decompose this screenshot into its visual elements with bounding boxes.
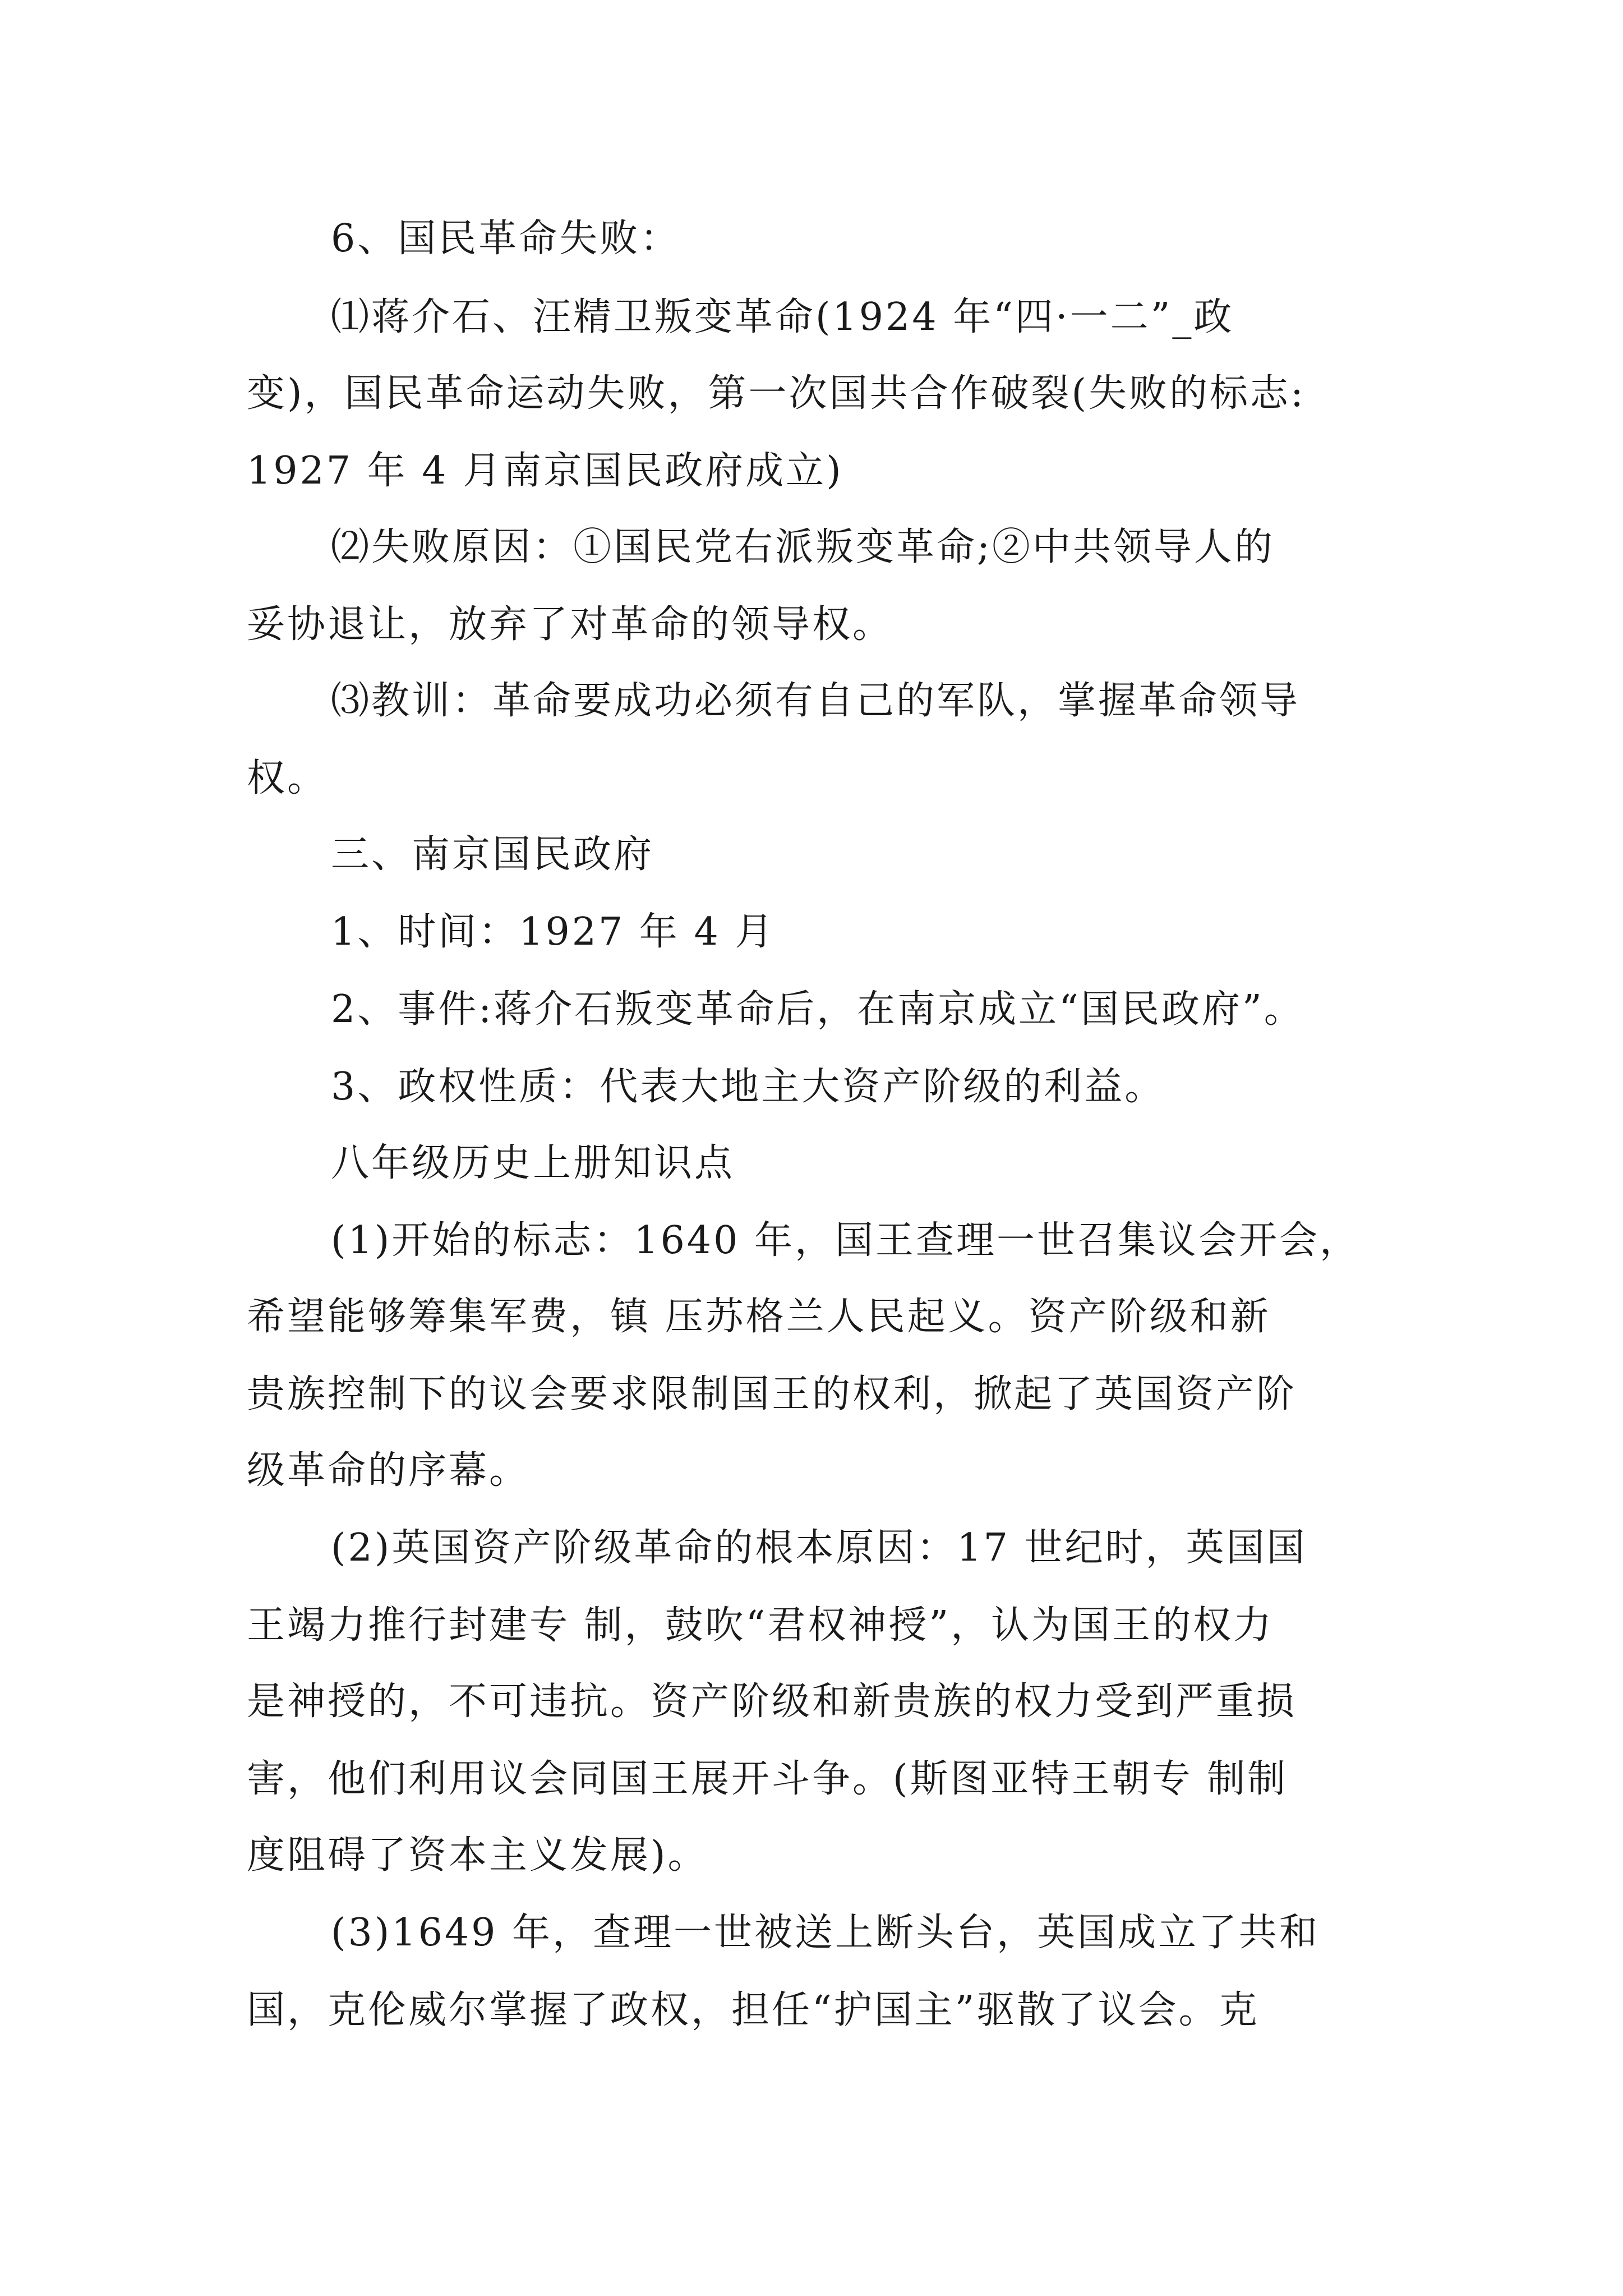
paragraph-line: (3)1649 年，查理一世被送上断头台，英国成立了共和 <box>331 1911 1320 1955</box>
paragraph-line: 变)，国民革命运动失败，第一次国共合作破裂(失败的标志: <box>247 371 1306 416</box>
paragraph-line: ⑴蒋介石、汪精卫叛变革命(1924 年“四·一二”_政 <box>331 295 1234 339</box>
section-heading: 6、国民革命失败： <box>331 217 681 261</box>
paragraph-line: 国，克伦威尔掌握了政权，担任“护国主”驱散了议会。克 <box>247 1988 1260 2032</box>
section-heading: 八年级历史上册知识点 <box>331 1141 735 1185</box>
paragraph-line: ⑵失败原因：①国民党右派叛变革命;②中共领导人的 <box>331 525 1275 569</box>
paragraph-line: 是神授的，不可违抗。资产阶级和新贵族的权力受到严重损 <box>247 1680 1297 1724</box>
paragraph-line: 级革命的序幕。 <box>247 1448 530 1493</box>
paragraph-line: 妥协退让，放弃了对革命的领导权。 <box>247 602 893 647</box>
paragraph-line: 贵族控制下的议会要求限制国王的权利，掀起了英国资产阶 <box>247 1372 1297 1416</box>
paragraph-line: (1)开始的标志：1640 年，国王查理一世召集议会开会， <box>331 1218 1360 1263</box>
paragraph-line: 害，他们利用议会同国王展开斗争。(斯图亚特王朝专 制制 <box>247 1757 1288 1801</box>
paragraph-line: (2)英国资产阶级革命的根本原因：17 世纪时，英国国 <box>331 1526 1307 1570</box>
paragraph-line: 3、政权性质：代表大地主大资产阶级的利益。 <box>331 1065 1165 1109</box>
paragraph-line: 权。 <box>247 756 328 800</box>
paragraph-line: 1927 年 4 月南京国民政府成立) <box>247 449 843 493</box>
paragraph-line: 度阻碍了资本主义发展)。 <box>247 1833 708 1878</box>
paragraph-line: 希望能够筹集军费，镇 压苏格兰人民起义。资产阶级和新 <box>247 1295 1271 1339</box>
section-heading: 三、南京国民政府 <box>331 832 654 877</box>
paragraph-line: 王竭力推行封建专 制，鼓吹“君权神授”，认为国王的权力 <box>247 1603 1274 1648</box>
paragraph-line: 2、事件:蒋介石叛变革命后，在南京成立“国民政府”。 <box>331 987 1304 1032</box>
paragraph-line: ⑶教训：革命要成功必须有自己的军队，掌握革命领导 <box>331 679 1301 723</box>
paragraph-line: 1、时间：1927 年 4 月 <box>331 910 776 954</box>
